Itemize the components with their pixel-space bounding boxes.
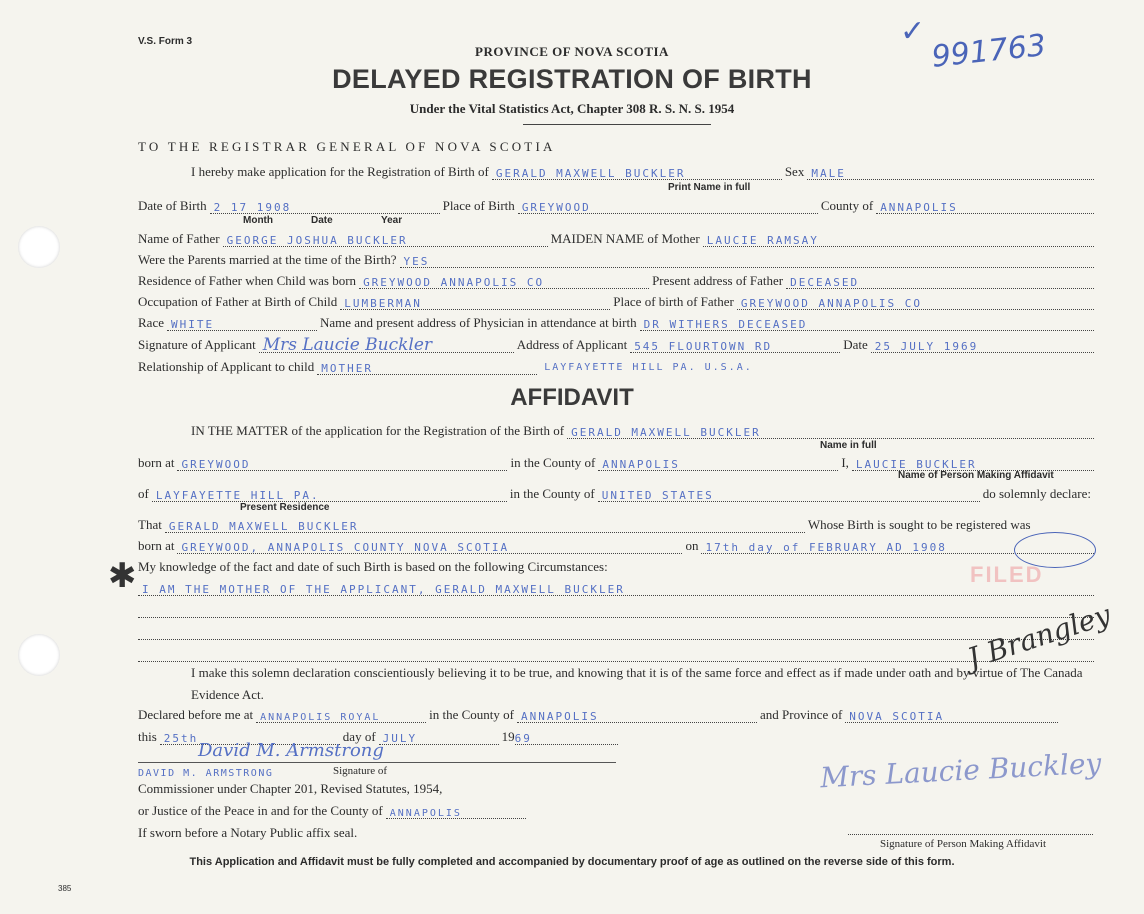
form-subtitle: Under the Vital Statistics Act, Chapter 308 R. S. N. S. 1954 (409, 101, 735, 116)
row-knowledge (138, 555, 1094, 575)
label: Race (138, 315, 164, 330)
label: Declared before me at (138, 707, 254, 722)
label: Signature of Applicant (138, 337, 256, 352)
label: That (138, 517, 162, 532)
affiant-residence-field[interactable]: LAYFAYETTE HILL PA. (152, 485, 507, 502)
row-of (138, 482, 1094, 502)
label: day of (342, 729, 376, 744)
circumstances-field[interactable] (138, 645, 1094, 662)
affiant-signature-caption: Signature of Person Making Affidavit (880, 838, 1046, 850)
label: Name of Father (138, 231, 220, 246)
label: on (685, 538, 699, 553)
residence-field[interactable]: GREYWOOD ANNAPOLIS CO (359, 272, 649, 289)
affiant-signature-line (848, 834, 1093, 835)
label: Residence of Father when Child was born (138, 273, 357, 288)
label: My knowledge of the fact and date of such Birth is based on the following Circumstances: (138, 559, 608, 574)
commissioner-signature-line (138, 762, 616, 763)
row-signature (138, 333, 1094, 353)
label: Name and present address of Physician in attendance at birth (319, 315, 637, 330)
occupation-field[interactable]: LUMBERMAN (340, 293, 610, 310)
day-field[interactable]: 25th (160, 728, 340, 745)
relationship-field[interactable]: MOTHER (317, 358, 537, 375)
label: born at (138, 455, 175, 470)
row-parents (138, 227, 1094, 247)
row-born-at (138, 451, 1094, 471)
justice-line (138, 803, 526, 819)
footer-note: This Application and Affidavit must be fully completed and accompanied by documentary proof of age as outlined on the reverse side of this form. (189, 856, 955, 868)
name-full-caption: Name in full (820, 440, 877, 451)
row-child-name (138, 160, 1094, 180)
label: this (138, 729, 157, 744)
asterisk-mark: ✱ (108, 556, 137, 596)
label: Place of birth of Father (613, 294, 734, 309)
registration-number: 991763 (930, 28, 1048, 75)
title-rule (523, 124, 711, 125)
label: in the County of (510, 455, 596, 470)
applicant-signature-field[interactable]: Mrs Laucie Buckler (259, 336, 514, 353)
year-field[interactable]: 69 (515, 728, 618, 745)
label: 19 (501, 729, 515, 744)
province-heading: PROVINCE OF NOVA SCOTIA (475, 44, 669, 59)
check-mark: ✓ (900, 14, 926, 49)
print-name-caption: Print Name in full (668, 182, 751, 193)
label: do solemnly declare: (982, 486, 1091, 501)
form-number: V.S. Form 3 (138, 36, 193, 47)
circumstances-field[interactable] (138, 601, 1094, 618)
punch-hole (18, 634, 60, 676)
row-matter (138, 419, 1094, 439)
label: in the County of (429, 707, 514, 722)
county-field[interactable]: ANNAPOLIS (876, 197, 1094, 214)
label: born at (138, 538, 175, 553)
applicant-address-field[interactable]: 545 FLOURTOWN RD (630, 336, 840, 353)
row-occupation (138, 290, 1094, 310)
commissioner-label: Commissioner under Chapter 201, Revised Statutes, 1954, (138, 781, 443, 796)
affiant-caption: Name of Person Making Affidavit (898, 470, 1054, 481)
label: or Justice of the Peace in and for the County of (138, 803, 383, 818)
child-name-field[interactable]: GERALD MAXWELL BUCKLER (492, 163, 782, 180)
date-caption: Date (311, 215, 333, 226)
label: Were the Parents married at the time of the Birth? (138, 252, 397, 267)
month-field[interactable]: JULY (379, 728, 499, 745)
label: Whose Birth is sought to be registered was (807, 517, 1031, 532)
row-circumstance-1 (138, 576, 1094, 596)
affiant-county-field[interactable]: UNITED STATES (598, 485, 980, 502)
matter-name-field[interactable]: GERALD MAXWELL BUCKLER (567, 422, 1094, 439)
birth-date-field[interactable]: 17th day of FEBRUARY AD 1908 (701, 537, 1094, 554)
label: MAIDEN NAME of Mother (550, 231, 700, 246)
label: of (138, 486, 149, 501)
application-date-field[interactable]: 25 JULY 1969 (871, 336, 1094, 353)
row-residence (138, 269, 1094, 289)
birthplace-field[interactable]: GREYWOOD, ANNAPOLIS COUNTY NOVA SCOTIA (177, 537, 682, 554)
filed-stamp: FILED (970, 562, 1044, 587)
row-circumstance-2 (138, 598, 1094, 618)
affidavit-heading: AFFIDAVIT (510, 384, 634, 411)
date-of-birth-field[interactable]: 2 17 1908 (210, 197, 440, 214)
married-field[interactable]: YES (400, 251, 1095, 268)
row-that (138, 513, 1094, 533)
label: Relationship of Applicant to child (138, 359, 315, 374)
year-caption: Year (381, 215, 403, 226)
that-name-field[interactable]: GERALD MAXWELL BUCKLER (165, 516, 805, 533)
label: in the County of (509, 486, 595, 501)
label: I, (841, 455, 849, 470)
father-birthplace-field[interactable]: GREYWOOD ANNAPOLIS CO (737, 293, 1094, 310)
punch-hole (18, 226, 60, 268)
present-residence-caption: Present Residence (240, 502, 330, 513)
label: County of (820, 198, 874, 213)
row-born-at-2 (138, 534, 1094, 554)
row-race (138, 311, 1094, 331)
label: I hereby make application for the Registration of Birth of (191, 164, 489, 179)
page-code: 385 (58, 884, 72, 893)
father-name-field[interactable]: GEORGE JOSHUA BUCKLER (223, 230, 548, 247)
label: Date (843, 337, 868, 352)
label: Present address of Father (652, 273, 784, 288)
declared-at-field[interactable]: ANNAPOLIS ROYAL (256, 706, 426, 723)
affiant-name-field[interactable]: LAUCIE BUCKLER (852, 454, 1094, 471)
row-declared (138, 703, 1058, 723)
label: and Province of (759, 707, 843, 722)
solemn-declaration (138, 662, 1094, 706)
physician-field[interactable]: DR WITHERS DECEASED (640, 314, 1094, 331)
declared-province-field[interactable]: NOVA SCOTIA (845, 706, 1058, 723)
label: Occupation of Father at Birth of Child (138, 294, 338, 309)
label: IN THE MATTER of the application for the Registration of the Birth of (191, 423, 565, 438)
addressee-line: TO THE REGISTRAR GENERAL OF NOVA SCOTIA (138, 139, 556, 154)
row-date-of-birth (138, 194, 1094, 214)
signature-of-label: Signature of (333, 765, 388, 777)
circumstances-field[interactable] (138, 623, 1094, 640)
affiant-signature: Mrs Laucie Buckley (819, 746, 1103, 795)
label: Sex (784, 164, 805, 179)
applicant-address-cont: LAYFAYETTE HILL PA. U.S.A. (544, 362, 753, 373)
commissioner-name: DAVID M. ARMSTRONG (138, 768, 274, 779)
sex-field[interactable]: MALE (807, 163, 1094, 180)
mother-maiden-name-field[interactable]: LAUCIE RAMSAY (703, 230, 1094, 247)
row-circumstance-4 (138, 642, 1094, 662)
notary-label: If sworn before a Notary Public affix seal. (138, 825, 358, 840)
row-relationship (138, 355, 1094, 375)
commissioner-signature: David M. Armstrong (198, 740, 384, 761)
declaration-text: I make this solemn declaration conscientiously believing it to be true, and knowing that it is of the same force and effect as if made under oath and by virtue of The Canada Evidence Act. (191, 665, 1083, 702)
label: Address of Applicant (516, 337, 628, 352)
place-of-birth-field[interactable]: GREYWOOD (518, 197, 818, 214)
circumstances-field[interactable]: I AM THE MOTHER OF THE APPLICANT, GERALD MAXWELL BUCKLER (138, 579, 1094, 596)
declared-county-field[interactable]: ANNAPOLIS (517, 706, 757, 723)
row-married (138, 248, 1094, 268)
form-title: DELAYED REGISTRATION OF BIRTH (332, 64, 812, 94)
row-circumstance-3 (138, 620, 1094, 640)
present-address-field[interactable]: DECEASED (786, 272, 1094, 289)
justice-county-field[interactable]: ANNAPOLIS (386, 804, 526, 819)
born-county-field[interactable]: ANNAPOLIS (598, 454, 838, 471)
month-caption: Month (243, 215, 273, 226)
born-at-field[interactable]: GREYWOOD (177, 454, 507, 471)
label: Place of Birth (442, 198, 515, 213)
official-signature: J Brangley (963, 597, 1115, 676)
race-field[interactable]: WHITE (167, 314, 317, 331)
label: Date of Birth (138, 198, 207, 213)
